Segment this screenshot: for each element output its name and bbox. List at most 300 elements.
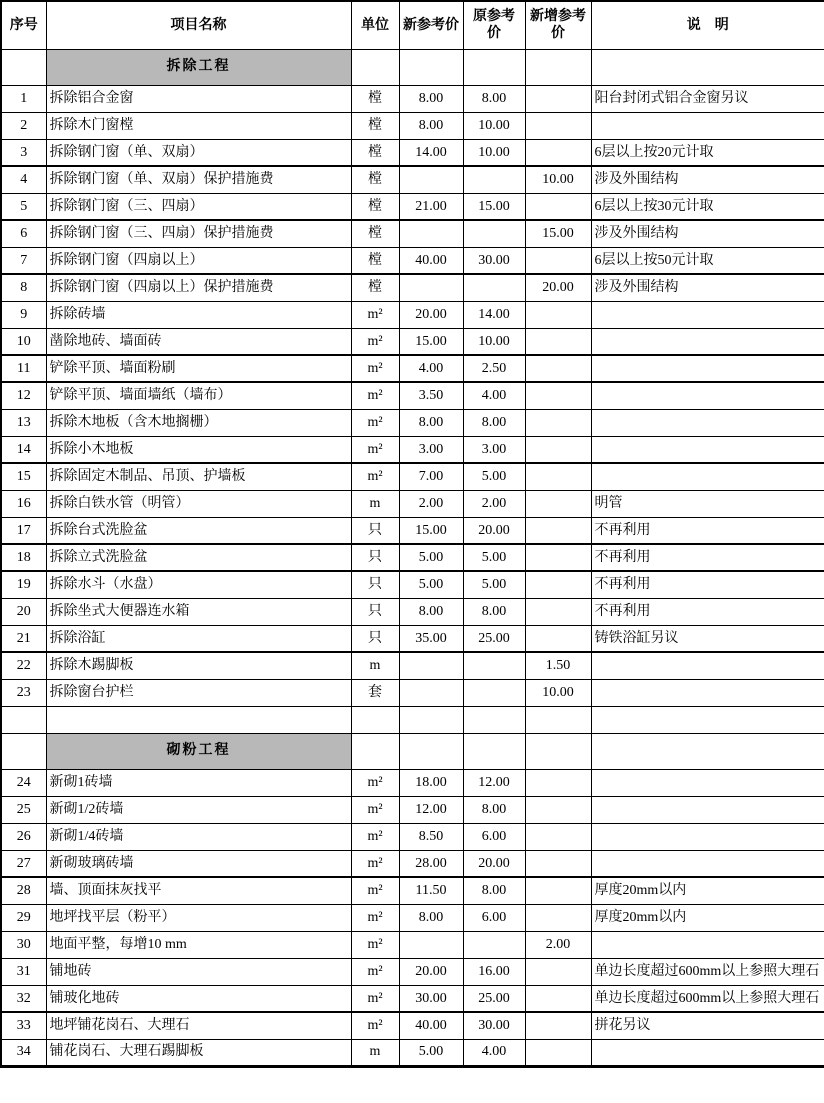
- item-name-cell: 地坪铺花岗石、大理石: [46, 1012, 351, 1039]
- note-cell: 拼花另议: [591, 1012, 824, 1039]
- table-row: [1, 517, 824, 544]
- new-price-cell: 8.00: [399, 409, 463, 436]
- table-row: [1, 1039, 824, 1066]
- table-row: [1, 139, 824, 166]
- old-price-cell: 8.00: [463, 598, 525, 625]
- row-number-cell: 29: [1, 904, 46, 931]
- new-price-cell: 5.00: [399, 1039, 463, 1066]
- unit-cell: 樘: [351, 220, 399, 247]
- added-price-cell: [525, 301, 591, 328]
- header-row: [1, 1, 824, 49]
- item-name-cell: 铺玻化地砖: [46, 985, 351, 1012]
- old-price-cell: 10.00: [463, 139, 525, 166]
- added-price-cell: 15.00: [525, 220, 591, 247]
- item-name-cell: 铺地砖: [46, 958, 351, 985]
- unit-cell: 樘: [351, 274, 399, 301]
- table-row: [1, 382, 824, 409]
- added-price-cell: [525, 490, 591, 517]
- unit-cell: m²: [351, 823, 399, 850]
- unit-cell: m²: [351, 985, 399, 1012]
- item-name-cell: 拆除铝合金窗: [46, 85, 351, 112]
- item-name-cell: 拆除钢门窗（四扇以上）: [46, 247, 351, 274]
- added-price-cell: 1.50: [525, 652, 591, 679]
- table-row: [1, 193, 824, 220]
- unit-cell: m²: [351, 328, 399, 355]
- old-price-cell: [463, 220, 525, 247]
- note-cell: 不再利用: [591, 544, 824, 571]
- old-price-cell: 25.00: [463, 985, 525, 1012]
- note-cell: 单边长度超过600mm以上参照大理石: [591, 985, 824, 1012]
- unit-cell: m²: [351, 463, 399, 490]
- old-price-cell: [463, 166, 525, 193]
- note-cell: [591, 112, 824, 139]
- new-price-cell: 8.50: [399, 823, 463, 850]
- new-price-cell: [399, 274, 463, 301]
- table-row: [1, 958, 824, 985]
- table-row: [1, 1012, 824, 1039]
- new-price-cell: [399, 166, 463, 193]
- table-row: [1, 328, 824, 355]
- unit-cell: m²: [351, 877, 399, 904]
- row-number-cell: 25: [1, 796, 46, 823]
- note-cell: [591, 796, 824, 823]
- note-cell: 单边长度超过600mm以上参照大理石: [591, 958, 824, 985]
- added-price-cell: [525, 328, 591, 355]
- table-body: [1, 49, 824, 1066]
- row-number-cell: 4: [1, 166, 46, 193]
- note-cell: [591, 769, 824, 796]
- unit-cell: m²: [351, 409, 399, 436]
- old-price-cell: 25.00: [463, 625, 525, 652]
- empty-cell: [1, 733, 46, 769]
- row-number-cell: 30: [1, 931, 46, 958]
- unit-cell: m²: [351, 931, 399, 958]
- new-price-cell: 15.00: [399, 328, 463, 355]
- new-price-cell: 8.00: [399, 85, 463, 112]
- table-row: [1, 112, 824, 139]
- note-cell: 6层以上按20元计取: [591, 139, 824, 166]
- note-cell: [591, 652, 824, 679]
- section-title: 砌粉工程: [46, 733, 351, 769]
- unit-cell: m²: [351, 301, 399, 328]
- item-name-cell: 铲除平顶、墙面粉刷: [46, 355, 351, 382]
- added-price-cell: [525, 958, 591, 985]
- unit-cell: m²: [351, 436, 399, 463]
- new-price-cell: 20.00: [399, 301, 463, 328]
- table-row: [1, 463, 824, 490]
- row-number-cell: 10: [1, 328, 46, 355]
- note-cell: [591, 355, 824, 382]
- added-price-cell: [525, 517, 591, 544]
- row-number-cell: 20: [1, 598, 46, 625]
- empty-cell: [591, 733, 824, 769]
- unit-cell: 樘: [351, 85, 399, 112]
- item-name-cell: 拆除窗台护栏: [46, 679, 351, 706]
- empty-cell: [463, 733, 525, 769]
- table-row: [1, 220, 824, 247]
- row-number-cell: 19: [1, 571, 46, 598]
- unit-cell: 套: [351, 679, 399, 706]
- item-name-cell: 拆除砖墙: [46, 301, 351, 328]
- added-price-cell: [525, 112, 591, 139]
- row-number-cell: 17: [1, 517, 46, 544]
- note-cell: 不再利用: [591, 571, 824, 598]
- old-price-cell: [463, 679, 525, 706]
- table-row: [1, 301, 824, 328]
- unit-cell: m²: [351, 382, 399, 409]
- item-name-cell: 拆除白铁水管（明管）: [46, 490, 351, 517]
- unit-cell: m: [351, 652, 399, 679]
- row-number-cell: 34: [1, 1039, 46, 1066]
- item-name-cell: 凿除地砖、墙面砖: [46, 328, 351, 355]
- new-price-cell: 15.00: [399, 517, 463, 544]
- new-price-cell: 8.00: [399, 112, 463, 139]
- table-row: [1, 823, 824, 850]
- table-row: [1, 598, 824, 625]
- old-price-cell: 3.00: [463, 436, 525, 463]
- table-row: [1, 247, 824, 274]
- empty-cell: [525, 49, 591, 85]
- old-price-cell: 8.00: [463, 796, 525, 823]
- item-name-cell: 拆除木踢脚板: [46, 652, 351, 679]
- note-cell: 不再利用: [591, 517, 824, 544]
- new-price-cell: [399, 679, 463, 706]
- item-name-cell: 拆除浴缸: [46, 625, 351, 652]
- row-number-cell: 8: [1, 274, 46, 301]
- old-price-cell: 10.00: [463, 328, 525, 355]
- old-price-cell: 20.00: [463, 517, 525, 544]
- new-price-cell: 11.50: [399, 877, 463, 904]
- new-price-cell: 12.00: [399, 796, 463, 823]
- old-price-cell: 2.50: [463, 355, 525, 382]
- item-name-cell: 拆除木门窗樘: [46, 112, 351, 139]
- table-row: [1, 544, 824, 571]
- table-row: [1, 409, 824, 436]
- old-price-cell: 16.00: [463, 958, 525, 985]
- row-number-cell: 14: [1, 436, 46, 463]
- unit-cell: 只: [351, 517, 399, 544]
- empty-cell: [1, 706, 46, 733]
- item-name-cell: 拆除钢门窗（三、四扇）保护措施费: [46, 220, 351, 247]
- added-price-cell: 20.00: [525, 274, 591, 301]
- row-number-cell: 24: [1, 769, 46, 796]
- added-price-cell: [525, 796, 591, 823]
- table-row: [1, 436, 824, 463]
- unit-cell: m: [351, 490, 399, 517]
- table-row: [1, 490, 824, 517]
- new-price-cell: 40.00: [399, 247, 463, 274]
- col-header-added-price: 新增参考价: [525, 1, 591, 49]
- old-price-cell: 20.00: [463, 850, 525, 877]
- row-number-cell: 5: [1, 193, 46, 220]
- unit-cell: m²: [351, 850, 399, 877]
- note-cell: 6层以上按30元计取: [591, 193, 824, 220]
- added-price-cell: [525, 1039, 591, 1066]
- row-number-cell: 12: [1, 382, 46, 409]
- added-price-cell: [525, 355, 591, 382]
- old-price-cell: 15.00: [463, 193, 525, 220]
- row-number-cell: 3: [1, 139, 46, 166]
- new-price-cell: 40.00: [399, 1012, 463, 1039]
- row-number-cell: 28: [1, 877, 46, 904]
- old-price-cell: 4.00: [463, 1039, 525, 1066]
- new-price-cell: [399, 931, 463, 958]
- added-price-cell: [525, 904, 591, 931]
- unit-cell: m²: [351, 796, 399, 823]
- old-price-cell: [463, 652, 525, 679]
- col-header-no: 序号: [1, 1, 46, 49]
- table-row: [1, 850, 824, 877]
- unit-cell: m²: [351, 1012, 399, 1039]
- empty-cell: [399, 49, 463, 85]
- new-price-cell: 3.50: [399, 382, 463, 409]
- new-price-cell: 20.00: [399, 958, 463, 985]
- item-name-cell: 拆除水斗（水盘）: [46, 571, 351, 598]
- unit-cell: 只: [351, 598, 399, 625]
- old-price-cell: 8.00: [463, 409, 525, 436]
- added-price-cell: [525, 823, 591, 850]
- new-price-cell: 14.00: [399, 139, 463, 166]
- empty-cell: [399, 706, 463, 733]
- empty-cell: [463, 49, 525, 85]
- row-number-cell: 2: [1, 112, 46, 139]
- item-name-cell: 地坪找平层（粉平）: [46, 904, 351, 931]
- old-price-cell: 30.00: [463, 1012, 525, 1039]
- empty-cell: [525, 706, 591, 733]
- row-number-cell: 23: [1, 679, 46, 706]
- empty-cell: [525, 733, 591, 769]
- note-cell: [591, 931, 824, 958]
- unit-cell: 樘: [351, 166, 399, 193]
- added-price-cell: [525, 877, 591, 904]
- empty-cell: [399, 733, 463, 769]
- note-cell: 厚度20mm以内: [591, 904, 824, 931]
- item-name-cell: 新砌1/2砖墙: [46, 796, 351, 823]
- added-price-cell: [525, 193, 591, 220]
- section-row: [1, 49, 824, 85]
- row-number-cell: 22: [1, 652, 46, 679]
- old-price-cell: 14.00: [463, 301, 525, 328]
- row-number-cell: 33: [1, 1012, 46, 1039]
- item-name-cell: 拆除台式洗脸盆: [46, 517, 351, 544]
- note-cell: 阳台封闭式铝合金窗另议: [591, 85, 824, 112]
- new-price-cell: 3.00: [399, 436, 463, 463]
- row-number-cell: 9: [1, 301, 46, 328]
- added-price-cell: [525, 247, 591, 274]
- row-number-cell: 18: [1, 544, 46, 571]
- old-price-cell: [463, 274, 525, 301]
- unit-cell: m²: [351, 769, 399, 796]
- table-row: [1, 85, 824, 112]
- item-name-cell: 拆除立式洗脸盆: [46, 544, 351, 571]
- col-header-note: 说 明: [591, 1, 824, 49]
- added-price-cell: [525, 544, 591, 571]
- row-number-cell: 32: [1, 985, 46, 1012]
- new-price-cell: [399, 652, 463, 679]
- note-cell: [591, 463, 824, 490]
- table-row: [1, 985, 824, 1012]
- empty-cell: [591, 49, 824, 85]
- added-price-cell: 2.00: [525, 931, 591, 958]
- row-number-cell: 27: [1, 850, 46, 877]
- item-name-cell: 拆除木地板（含木地搁栅）: [46, 409, 351, 436]
- unit-cell: 樘: [351, 112, 399, 139]
- added-price-cell: [525, 598, 591, 625]
- table-row: [1, 571, 824, 598]
- unit-cell: 樘: [351, 139, 399, 166]
- empty-cell: [591, 706, 824, 733]
- old-price-cell: 2.00: [463, 490, 525, 517]
- table-row: [1, 274, 824, 301]
- row-number-cell: 16: [1, 490, 46, 517]
- new-price-cell: [399, 220, 463, 247]
- row-number-cell: 6: [1, 220, 46, 247]
- old-price-cell: 6.00: [463, 823, 525, 850]
- old-price-cell: 4.00: [463, 382, 525, 409]
- added-price-cell: [525, 463, 591, 490]
- note-cell: 涉及外围结构: [591, 166, 824, 193]
- item-name-cell: 拆除钢门窗（单、双扇）: [46, 139, 351, 166]
- empty-cell: [46, 706, 351, 733]
- item-name-cell: 拆除钢门窗（单、双扇）保护措施费: [46, 166, 351, 193]
- unit-cell: 樘: [351, 193, 399, 220]
- unit-cell: m²: [351, 904, 399, 931]
- added-price-cell: [525, 769, 591, 796]
- added-price-cell: [525, 571, 591, 598]
- old-price-cell: 30.00: [463, 247, 525, 274]
- section-row: [1, 733, 824, 769]
- old-price-cell: 8.00: [463, 85, 525, 112]
- note-cell: [591, 823, 824, 850]
- table-row: [1, 931, 824, 958]
- row-number-cell: 15: [1, 463, 46, 490]
- section-title: 拆除工程: [46, 49, 351, 85]
- added-price-cell: [525, 382, 591, 409]
- row-number-cell: 13: [1, 409, 46, 436]
- new-price-cell: 18.00: [399, 769, 463, 796]
- added-price-cell: [525, 436, 591, 463]
- item-name-cell: 拆除坐式大便器连水箱: [46, 598, 351, 625]
- added-price-cell: [525, 139, 591, 166]
- note-cell: [591, 436, 824, 463]
- table-row: [1, 166, 824, 193]
- added-price-cell: [525, 409, 591, 436]
- unit-cell: m: [351, 1039, 399, 1066]
- col-header-name: 项目名称: [46, 1, 351, 49]
- row-number-cell: 31: [1, 958, 46, 985]
- new-price-cell: 28.00: [399, 850, 463, 877]
- col-header-old-price: 原参考价: [463, 1, 525, 49]
- new-price-cell: 35.00: [399, 625, 463, 652]
- item-name-cell: 铺花岗石、大理石踢脚板: [46, 1039, 351, 1066]
- note-cell: 铸铁浴缸另议: [591, 625, 824, 652]
- unit-cell: 只: [351, 625, 399, 652]
- unit-cell: 樘: [351, 247, 399, 274]
- row-number-cell: 1: [1, 85, 46, 112]
- new-price-cell: 4.00: [399, 355, 463, 382]
- item-name-cell: 拆除固定木制品、吊顶、护墙板: [46, 463, 351, 490]
- item-name-cell: 地面平整，每增10 mm: [46, 931, 351, 958]
- table-row: [1, 355, 824, 382]
- item-name-cell: 新砌1砖墙: [46, 769, 351, 796]
- table-row: [1, 679, 824, 706]
- old-price-cell: [463, 931, 525, 958]
- added-price-cell: 10.00: [525, 679, 591, 706]
- unit-cell: 只: [351, 571, 399, 598]
- item-name-cell: 拆除钢门窗（三、四扇）: [46, 193, 351, 220]
- note-cell: 涉及外围结构: [591, 274, 824, 301]
- added-price-cell: [525, 625, 591, 652]
- note-cell: [591, 409, 824, 436]
- added-price-cell: [525, 1012, 591, 1039]
- added-price-cell: 10.00: [525, 166, 591, 193]
- new-price-cell: 8.00: [399, 598, 463, 625]
- note-cell: [591, 301, 824, 328]
- unit-cell: m²: [351, 355, 399, 382]
- new-price-cell: 5.00: [399, 544, 463, 571]
- added-price-cell: [525, 850, 591, 877]
- added-price-cell: [525, 85, 591, 112]
- table-row: [1, 769, 824, 796]
- empty-cell: [351, 49, 399, 85]
- col-header-unit: 单位: [351, 1, 399, 49]
- note-cell: [591, 1039, 824, 1066]
- note-cell: 不再利用: [591, 598, 824, 625]
- old-price-cell: 5.00: [463, 463, 525, 490]
- old-price-cell: 12.00: [463, 769, 525, 796]
- old-price-cell: 5.00: [463, 544, 525, 571]
- item-name-cell: 铲除平顶、墙面墙纸（墙布）: [46, 382, 351, 409]
- old-price-cell: 5.00: [463, 571, 525, 598]
- note-cell: [591, 679, 824, 706]
- new-price-cell: 5.00: [399, 571, 463, 598]
- empty-cell: [351, 733, 399, 769]
- old-price-cell: 10.00: [463, 112, 525, 139]
- note-cell: [591, 850, 824, 877]
- unit-cell: m²: [351, 958, 399, 985]
- note-cell: [591, 328, 824, 355]
- note-cell: 厚度20mm以内: [591, 877, 824, 904]
- row-number-cell: 26: [1, 823, 46, 850]
- old-price-cell: 8.00: [463, 877, 525, 904]
- row-number-cell: 11: [1, 355, 46, 382]
- item-name-cell: 新砌玻璃砖墙: [46, 850, 351, 877]
- new-price-cell: 2.00: [399, 490, 463, 517]
- table-row: [1, 796, 824, 823]
- table-row: [1, 904, 824, 931]
- item-name-cell: 墙、顶面抹灰找平: [46, 877, 351, 904]
- old-price-cell: 6.00: [463, 904, 525, 931]
- new-price-cell: 8.00: [399, 904, 463, 931]
- note-cell: 明管: [591, 490, 824, 517]
- unit-cell: 只: [351, 544, 399, 571]
- empty-cell: [1, 49, 46, 85]
- item-name-cell: 拆除小木地板: [46, 436, 351, 463]
- row-number-cell: 21: [1, 625, 46, 652]
- row-number-cell: 7: [1, 247, 46, 274]
- item-name-cell: 新砌1/4砖墙: [46, 823, 351, 850]
- table-row: [1, 877, 824, 904]
- note-cell: 涉及外围结构: [591, 220, 824, 247]
- new-price-cell: 21.00: [399, 193, 463, 220]
- col-header-new-price: 新参考价: [399, 1, 463, 49]
- new-price-cell: 30.00: [399, 985, 463, 1012]
- empty-cell: [463, 706, 525, 733]
- note-cell: [591, 382, 824, 409]
- empty-cell: [351, 706, 399, 733]
- added-price-cell: [525, 985, 591, 1012]
- new-price-cell: 7.00: [399, 463, 463, 490]
